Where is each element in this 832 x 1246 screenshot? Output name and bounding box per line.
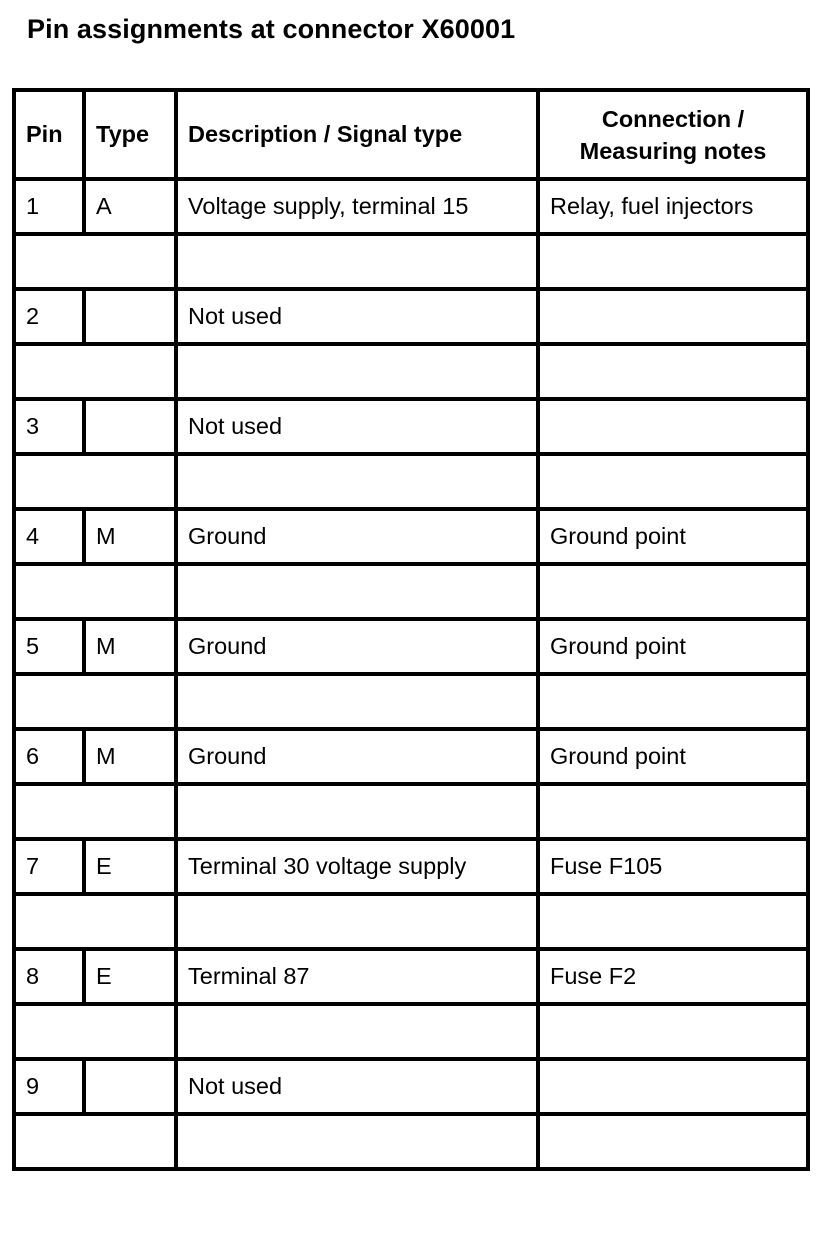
spacer-cell-pin-type [14, 1114, 176, 1169]
cell-pin: 3 [14, 399, 84, 454]
cell-description: Terminal 30 voltage supply [176, 839, 538, 894]
cell-type: M [84, 729, 176, 784]
cell-description: Not used [176, 1059, 538, 1114]
table-row [14, 179, 808, 234]
spacer-row [14, 234, 808, 289]
column-header-notes [538, 90, 808, 179]
cell-pin: 4 [14, 509, 84, 564]
table-row [14, 509, 808, 564]
column-header-type: Type [84, 90, 176, 179]
cell-description: Not used [176, 289, 538, 344]
cell-pin: 5 [14, 619, 84, 674]
table-header-row [14, 90, 808, 179]
spacer-row [14, 564, 808, 619]
cell-notes [538, 289, 808, 344]
spacer-cell-description [176, 1114, 538, 1169]
cell-type [84, 1059, 176, 1114]
table-body [14, 179, 808, 1169]
column-header-notes-line1: Connection / [601, 105, 745, 132]
table-row [14, 619, 808, 674]
spacer-cell-pin-type [14, 674, 176, 729]
spacer-cell-notes [538, 894, 808, 949]
spacer-cell-pin-type [14, 564, 176, 619]
spacer-cell-pin-type [14, 344, 176, 399]
spacer-cell-pin-type [14, 784, 176, 839]
cell-pin: 2 [14, 289, 84, 344]
cell-pin: 6 [14, 729, 84, 784]
spacer-cell-description [176, 344, 538, 399]
spacer-cell-notes [538, 784, 808, 839]
spacer-cell-description [176, 564, 538, 619]
spacer-cell-pin-type [14, 454, 176, 509]
spacer-cell-description [176, 1004, 538, 1059]
spacer-row [14, 1114, 808, 1169]
spacer-cell-pin-type [14, 234, 176, 289]
spacer-row [14, 344, 808, 399]
table-row [14, 949, 808, 1004]
cell-notes: Fuse F2 [538, 949, 808, 1004]
cell-description: Ground [176, 509, 538, 564]
spacer-cell-notes [538, 454, 808, 509]
cell-type: E [84, 949, 176, 1004]
table-row [14, 289, 808, 344]
table-row [14, 729, 808, 784]
spacer-cell-notes [538, 674, 808, 729]
spacer-cell-notes [538, 234, 808, 289]
cell-type: M [84, 509, 176, 564]
cell-description: Voltage supply, terminal 15 [176, 179, 538, 234]
spacer-cell-description [176, 784, 538, 839]
cell-notes: Ground point [538, 509, 808, 564]
table-row [14, 1059, 808, 1114]
spacer-cell-notes [538, 344, 808, 399]
spacer-cell-notes [538, 1114, 808, 1169]
cell-notes: Ground point [538, 619, 808, 674]
spacer-cell-description [176, 454, 538, 509]
column-header-description: Description / Signal type [176, 90, 538, 179]
page-title: Pin assignments at connector X60001 [27, 14, 516, 44]
spacer-cell-description [176, 894, 538, 949]
cell-description: Terminal 87 [176, 949, 538, 1004]
spacer-row [14, 784, 808, 839]
cell-notes: Ground point [538, 729, 808, 784]
cell-pin: 7 [14, 839, 84, 894]
column-header-notes-line2: Measuring notes [579, 137, 767, 164]
spacer-cell-description [176, 234, 538, 289]
cell-pin: 9 [14, 1059, 84, 1114]
cell-type [84, 289, 176, 344]
pin-assignment-table [12, 88, 810, 1171]
spacer-row [14, 674, 808, 729]
cell-type: M [84, 619, 176, 674]
table-row [14, 839, 808, 894]
table-row [14, 399, 808, 454]
cell-description: Ground [176, 619, 538, 674]
spacer-cell-notes [538, 1004, 808, 1059]
cell-notes: Relay, fuel injectors [538, 179, 808, 234]
spacer-cell-description [176, 674, 538, 729]
cell-notes [538, 1059, 808, 1114]
cell-notes [538, 399, 808, 454]
cell-notes: Fuse F105 [538, 839, 808, 894]
cell-pin: 1 [14, 179, 84, 234]
spacer-row [14, 454, 808, 509]
cell-type: E [84, 839, 176, 894]
cell-description: Ground [176, 729, 538, 784]
cell-description: Not used [176, 399, 538, 454]
spacer-cell-pin-type [14, 894, 176, 949]
spacer-row [14, 894, 808, 949]
spacer-cell-notes [538, 564, 808, 619]
cell-type [84, 399, 176, 454]
column-header-pin: Pin [14, 90, 84, 179]
cell-pin: 8 [14, 949, 84, 1004]
spacer-row [14, 1004, 808, 1059]
cell-type: A [84, 179, 176, 234]
spacer-cell-pin-type [14, 1004, 176, 1059]
